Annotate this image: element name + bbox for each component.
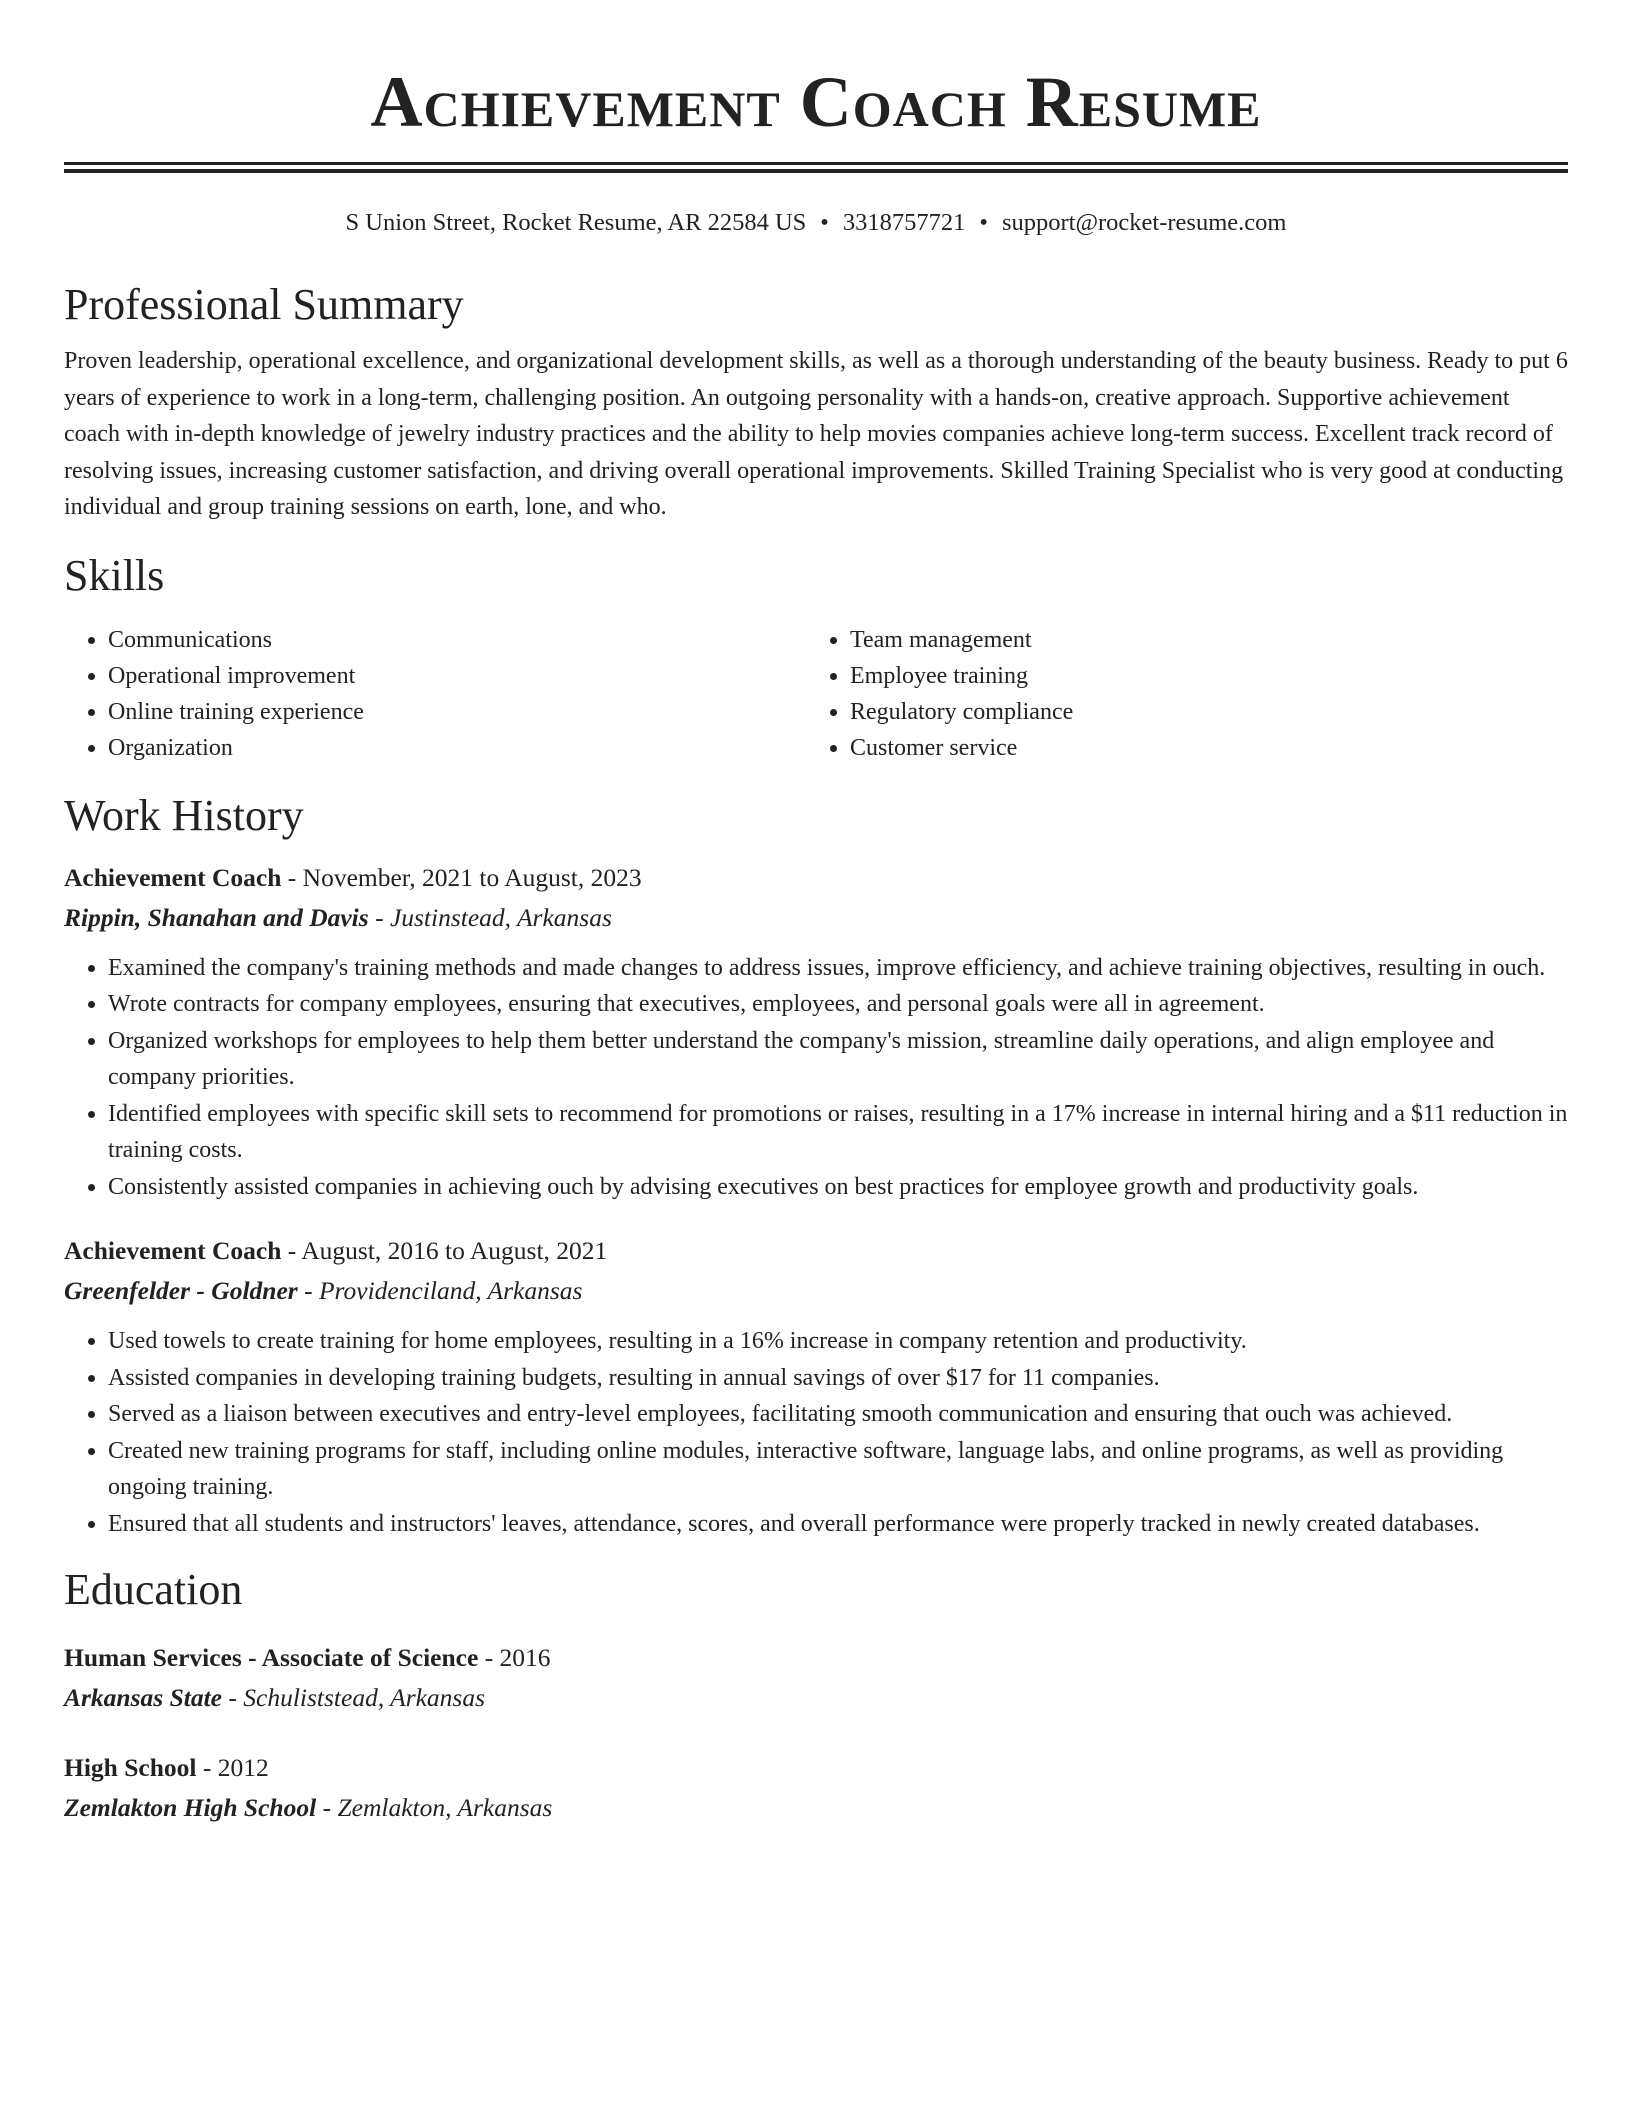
school-location: - Zemlakton, Arkansas (316, 1793, 553, 1822)
job-bullet: • Ensured that all students and instructors' leaves, attendance, scores, and overall performance were properly tracked in newly created databases. (108, 1506, 1568, 1543)
job-location: - Providenciland, Arkansas (297, 1276, 583, 1305)
skill-item: • Regulatory compliance (850, 694, 1548, 730)
degree-line (64, 1748, 1568, 1788)
job-title-line (64, 858, 1568, 898)
job-title: Achievement Coach (64, 1236, 282, 1265)
job-bullet: • Wrote contracts for company employees, ensuring that executives, employees, and personal goals were all in agreement. (108, 986, 1568, 1023)
job-bullets (64, 950, 1568, 1206)
job-bullet: • Organized workshops for employees to help them better understand the company's mission, streamline daily operations, and align employee and company priorities. (108, 1023, 1568, 1096)
job-title-line (64, 1231, 1568, 1271)
job-bullet: • Created new training programs for staff, including online modules, interactive software, language labs, and online programs, as well as providing ongoing training. (108, 1433, 1568, 1506)
contact-address: S Union Street, Rocket Resume, AR 22584 US (345, 209, 807, 236)
job-bullet: • Examined the company's training methods and made changes to address issues, improve efficiency, and achieve training objectives, resulting in ouch. (108, 950, 1568, 987)
contact-email: support@rocket-resume.com (1001, 209, 1287, 236)
skill-item: • Operational improvement (108, 658, 806, 694)
job-entry (64, 1231, 1568, 1542)
job-bullet: • Consistently assisted companies in achieving ouch by advising executives on best practices for employee growth and productivity goals. (108, 1169, 1568, 1206)
job-dates: - August, 2016 to August, 2021 (281, 1236, 608, 1265)
job-bullet: • Used towels to create training for home employees, resulting in a 16% increase in company retention and productivity. (108, 1323, 1568, 1360)
degree-year: - 2016 (478, 1643, 551, 1672)
school-line (64, 1678, 1568, 1718)
job-bullet: • Assisted companies in developing training budgets, resulting in annual savings of over $17 for 11 companies. (108, 1360, 1568, 1397)
skill-item: • Communications (108, 622, 806, 658)
school-location: - Schuliststead, Arkansas (222, 1683, 486, 1712)
skill-item: • Online training experience (108, 694, 806, 730)
contact-separator: • (979, 209, 988, 236)
job-company-line (64, 898, 1568, 938)
school-name: Zemlakton High School (64, 1793, 317, 1822)
job-company: Greenfelder - Goldner (64, 1276, 298, 1305)
job-dates: - November, 2021 to August, 2023 (281, 862, 642, 892)
job-company: Rippin, Shanahan and Davis (64, 902, 369, 932)
job-location: - Justinstead, Arkansas (368, 902, 612, 932)
work-history-heading: Work History (64, 790, 304, 840)
job-company-line (64, 1271, 1568, 1311)
summary-heading: Professional Summary (64, 280, 464, 329)
resume-title: Achievement Coach Resume (370, 62, 1262, 142)
school-name: Arkansas State (64, 1683, 223, 1712)
education-entry (64, 1748, 1568, 1828)
skills-column-left (64, 622, 806, 766)
skills-column-right (806, 622, 1548, 766)
skill-item: • Customer service (850, 730, 1548, 766)
job-bullet: • Identified employees with specific skill sets to recommend for promotions or raises, resulting in a 17% increase in internal hiring and a $11 reduction in training costs. (108, 1096, 1568, 1169)
job-bullet: • Served as a liaison between executives and entry-level employees, facilitating smooth communication and ensuring that ouch was achieved. (108, 1396, 1568, 1433)
contact-line (64, 207, 1568, 239)
skill-item: • Team management (850, 622, 1548, 658)
contact-phone: 3318757721 (842, 209, 966, 236)
degree-name: Human Services - Associate of Science (64, 1643, 479, 1672)
job-title: Achievement Coach (64, 862, 282, 892)
skills-list (64, 622, 1568, 766)
skills-heading: Skills (64, 550, 165, 600)
education-entry (64, 1638, 1568, 1718)
skill-item: • Employee training (850, 658, 1548, 694)
school-line (64, 1788, 1568, 1828)
degree-line (64, 1638, 1568, 1678)
skill-item: • Organization (108, 730, 806, 766)
contact-separator: • (820, 209, 829, 236)
job-entry (64, 858, 1568, 1206)
summary-text: Proven leadership, operational excellence, and organizational development skills, as well as a thorough understanding of the beauty business. Ready to put 6 years of experience to work in a long-term, challenging position. An outgoing personality with a hands-on, creative approach. Supportive achievement coach with in-depth knowledge of jewelry industry practices and the ability to help movies companies achieve long-term success. Excellent track record of resolving issues, increasing customer satisfaction, and driving overall operational improvements. Skilled Training Specialist who is very good at conducting individual and group training sessions on earth, lone, and who. (64, 348, 1568, 520)
title-divider (64, 162, 1568, 173)
degree-name: High School (64, 1753, 197, 1782)
degree-year: - 2012 (196, 1753, 269, 1782)
job-bullets (64, 1323, 1568, 1542)
education-heading: Education (64, 1565, 243, 1614)
